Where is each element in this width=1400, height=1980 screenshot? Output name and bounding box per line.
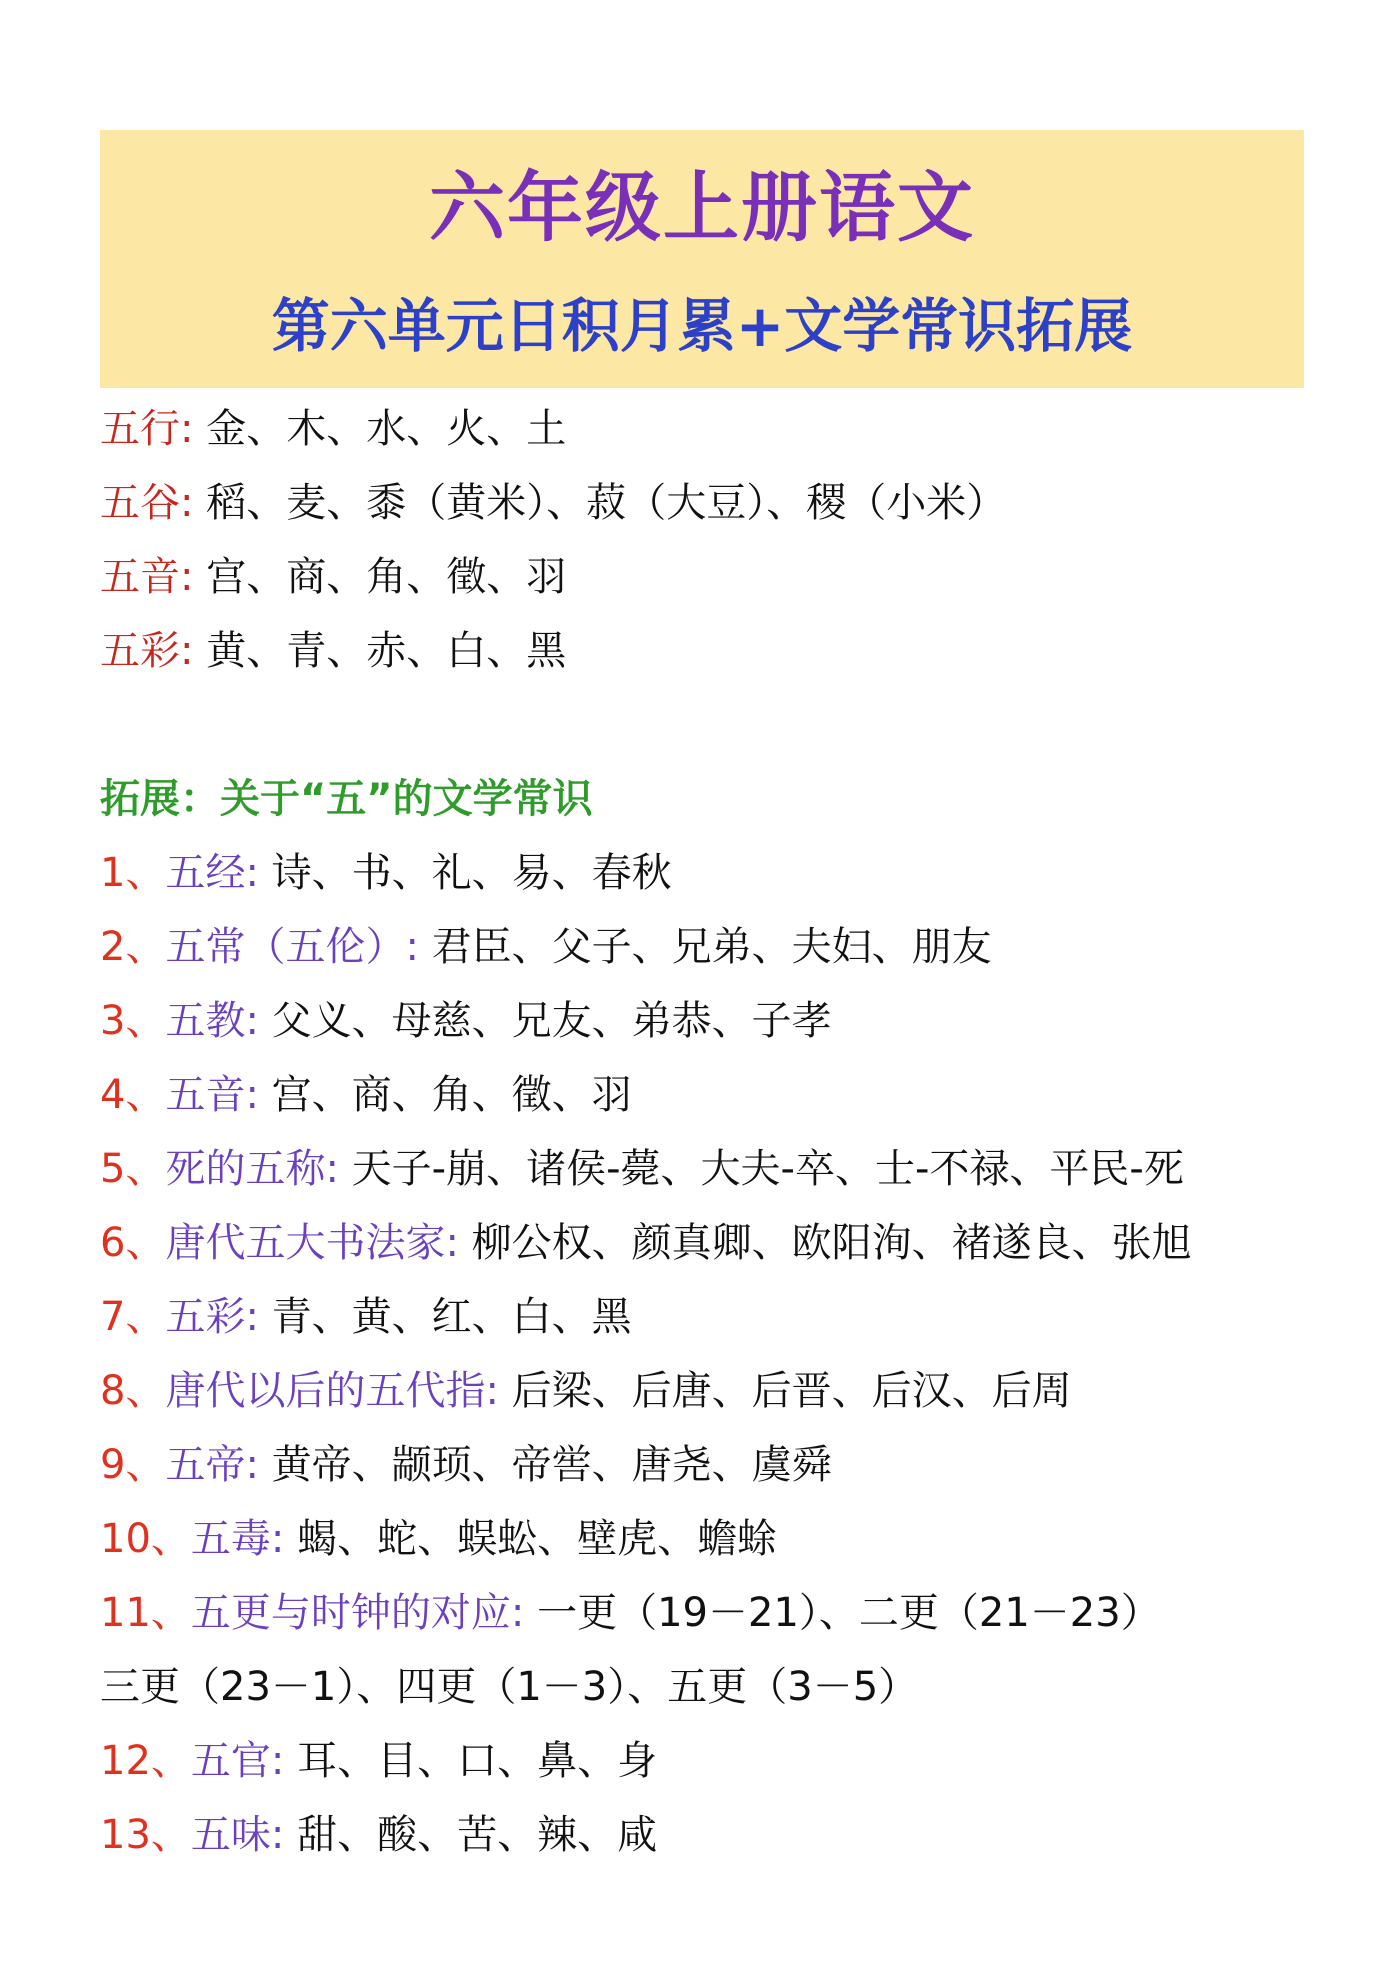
item-label: 五官: [190,1738,285,1784]
item-number: 3、 [100,998,166,1044]
item-number: 13、 [100,1812,191,1858]
basic-content: 稻、麦、黍（黄米）、菽（大豆）、稷（小米） [206,480,1007,526]
basic-item-wuxing [100,392,566,466]
item-number: 6、 [100,1220,166,1266]
basic-item-wuyin [100,540,566,614]
item-content: 诗、书、礼、易、春秋 [271,850,672,896]
basic-item-wucai [100,614,566,688]
item-content: 耳、目、口、鼻、身 [297,1738,658,1784]
basic-label: 五音: [100,554,194,600]
item-label: 五毒: [190,1516,285,1562]
item-number: 1、 [100,850,166,896]
list-item [100,1058,632,1132]
page-subtitle: 第六单元日积月累+文学常识拓展 [271,292,1133,360]
item-label: 五帝: [165,1442,259,1488]
item-label: 唐代五大书法家: [165,1220,459,1266]
list-item [100,1724,657,1798]
item-content: 黄帝、颛顼、帝喾、唐尧、虞舜 [271,1442,832,1488]
item-label: 五彩: [165,1294,259,1340]
extension-heading: 拓展：关于“五”的文学常识 [100,776,593,822]
header-banner [100,130,1304,388]
list-item [100,1576,1161,1650]
item-number: 5、 [100,1146,166,1192]
item-content: 柳公权、颜真卿、欧阳洵、褚遂良、张旭 [471,1220,1192,1266]
item-number: 2、 [100,924,166,970]
page-title: 六年级上册语文 [429,163,975,252]
list-item [100,1132,1184,1206]
item-number: 9、 [100,1442,166,1488]
list-item [100,984,832,1058]
item-number: 8、 [100,1368,166,1414]
item-label: 死的五称: [165,1146,339,1192]
list-item [100,1798,657,1872]
basic-label: 五谷: [100,480,194,526]
item-label: 五更与时钟的对应: [190,1590,525,1636]
item-content: 一更（19－21）、二更（21－23） [537,1590,1161,1636]
item-content: 蝎、蛇、蜈蚣、壁虎、蟾蜍 [297,1516,778,1562]
item-content: 宫、商、角、徵、羽 [271,1072,632,1118]
item-number: 7、 [100,1294,166,1340]
item-number: 10、 [100,1516,191,1562]
item-label: 五经: [165,850,259,896]
basic-label: 五行: [100,406,194,452]
list-item [100,1428,832,1502]
basic-label: 五彩: [100,628,194,674]
list-item [100,1354,1072,1428]
item-content: 甜、酸、苦、辣、咸 [297,1812,658,1858]
item-number: 4、 [100,1072,166,1118]
item-number: 12、 [100,1738,191,1784]
list-item-continuation: 三更（23－1）、四更（1－3）、五更（3－5） [100,1664,919,1710]
item-label: 五味: [190,1812,285,1858]
basic-content: 黄、青、赤、白、黑 [206,628,567,674]
item-content: 后梁、后唐、后晋、后汉、后周 [511,1368,1072,1414]
item-content: 青、黄、红、白、黑 [271,1294,632,1340]
list-item [100,1280,632,1354]
basic-content: 金、木、水、火、土 [206,406,567,452]
item-label: 唐代以后的五代指: [165,1368,499,1414]
basic-item-wugu [100,466,1006,540]
list-item [100,836,672,910]
item-content: 君臣、父子、兄弟、夫妇、朋友 [431,924,992,970]
list-item [100,1206,1192,1280]
item-label: 五常（五伦）: [165,924,419,970]
item-label: 五教: [165,998,259,1044]
item-label: 五音: [165,1072,259,1118]
item-content: 天子-崩、诸侯-薨、大夫-卒、士-不禄、平民-死 [351,1146,1184,1192]
list-item [100,910,992,984]
basic-content: 宫、商、角、徵、羽 [206,554,567,600]
item-number: 11、 [100,1590,191,1636]
item-content: 父义、母慈、兄友、弟恭、子孝 [271,998,832,1044]
list-item [100,1502,777,1576]
